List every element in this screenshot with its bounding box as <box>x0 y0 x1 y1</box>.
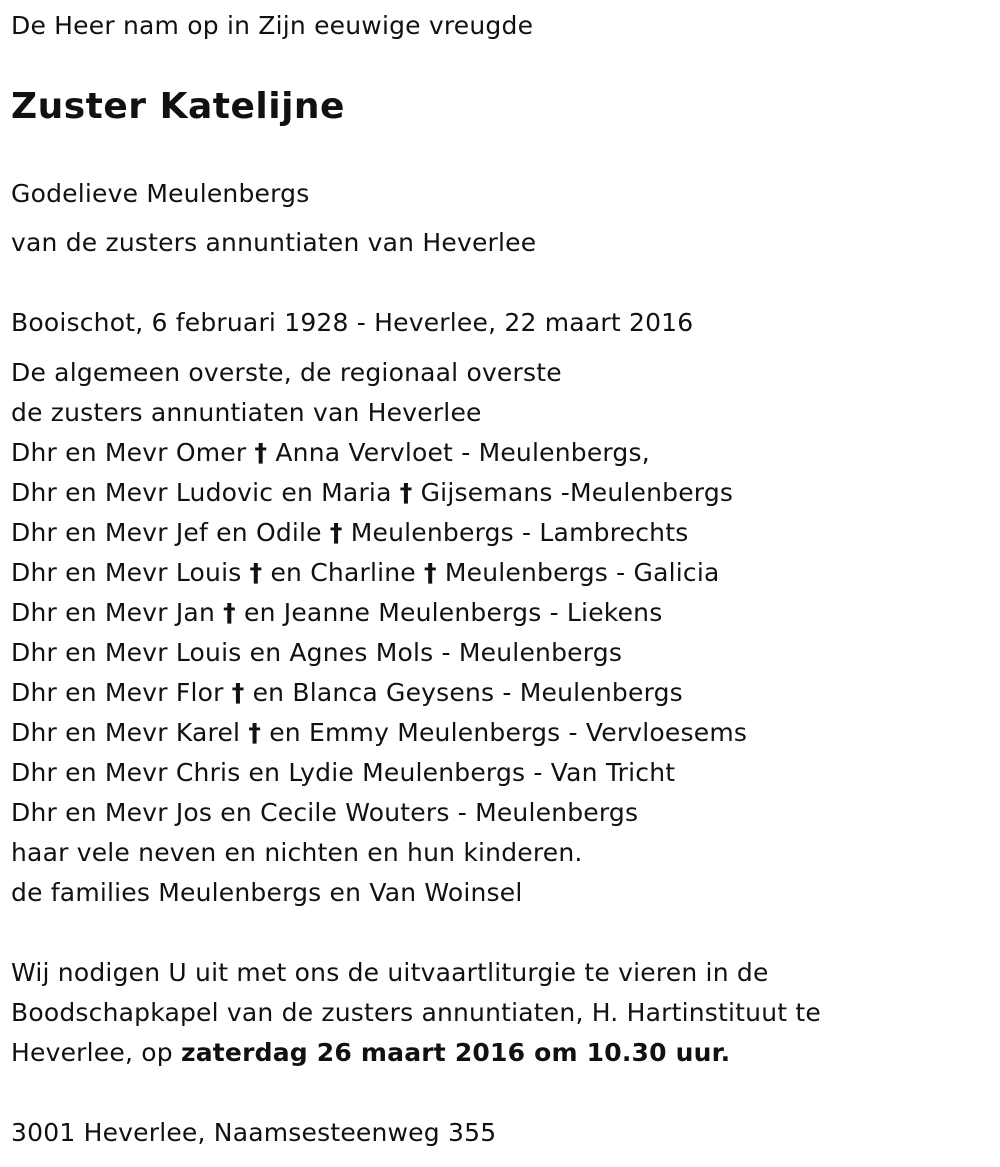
family-line: Dhr en Mevr Chris en Lydie Meulenbergs - Van Tricht <box>11 758 676 787</box>
deceased-title: Zuster Katelijne <box>11 86 345 127</box>
invitation-line: Boodschapkapel van de zusters annuntiaten, H. Hartinstituut te <box>11 998 821 1027</box>
birth-death-dates: Booischot, 6 februari 1928 - Heverlee, 22 maart 2016 <box>11 308 694 337</box>
funeral-datetime: zaterdag 26 maart 2016 om 10.30 uur. <box>180 1038 731 1067</box>
cross-icon: † <box>424 558 437 587</box>
cross-icon: † <box>329 518 343 547</box>
cross-icon: † <box>231 678 245 707</box>
family-line: haar vele neven en nichten en hun kinderen. <box>11 838 583 867</box>
family-list <box>11 353 747 913</box>
family-line: Dhr en Mevr Louis † en Charline † Meulenbergs - Galicia <box>11 558 720 587</box>
deceased-given-name: Godelieve Meulenbergs <box>11 179 310 208</box>
family-line: de families Meulenbergs en Van Woinsel <box>11 878 523 907</box>
family-line: Dhr en Mevr Karel † en Emmy Meulenbergs - Vervloesems <box>11 718 748 747</box>
funeral-invitation <box>11 953 821 1073</box>
religious-order: van de zusters annuntiaten van Heverlee <box>11 228 537 257</box>
family-line: Dhr en Mevr Omer † Anna Vervloet - Meulenbergs, <box>11 438 650 467</box>
family-line: Dhr en Mevr Flor † en Blanca Geysens - Meulenbergs <box>11 678 683 707</box>
family-line: Dhr en Mevr Ludovic en Maria † Gijsemans -Meulenbergs <box>11 478 734 507</box>
family-line: Dhr en Mevr Louis en Agnes Mols - Meulenbergs <box>11 638 623 667</box>
family-line: De algemeen overste, de regionaal overste <box>11 358 562 387</box>
cross-icon: † <box>254 438 268 467</box>
cross-icon: † <box>399 478 413 507</box>
cross-icon: † <box>248 718 262 747</box>
cross-icon: † <box>223 598 236 627</box>
family-line: de zusters annuntiaten van Heverlee <box>11 398 482 427</box>
family-line: Dhr en Mevr Jos en Cecile Wouters - Meulenbergs <box>11 798 639 827</box>
family-line: Dhr en Mevr Jef en Odile † Meulenbergs - Lambrechts <box>11 518 689 547</box>
cross-icon: † <box>249 558 263 587</box>
address: 3001 Heverlee, Naamsesteenweg 355 <box>11 1118 497 1147</box>
invitation-line: Heverlee, op zaterdag 26 maart 2016 om 10.30 uur. <box>11 1038 731 1067</box>
family-line: Dhr en Mevr Jan † en Jeanne Meulenbergs - Liekens <box>11 598 663 627</box>
invitation-line: Wij nodigen U uit met ons de uitvaartliturgie te vieren in de <box>11 958 769 987</box>
intro-text: De Heer nam op in Zijn eeuwige vreugde <box>11 11 534 40</box>
